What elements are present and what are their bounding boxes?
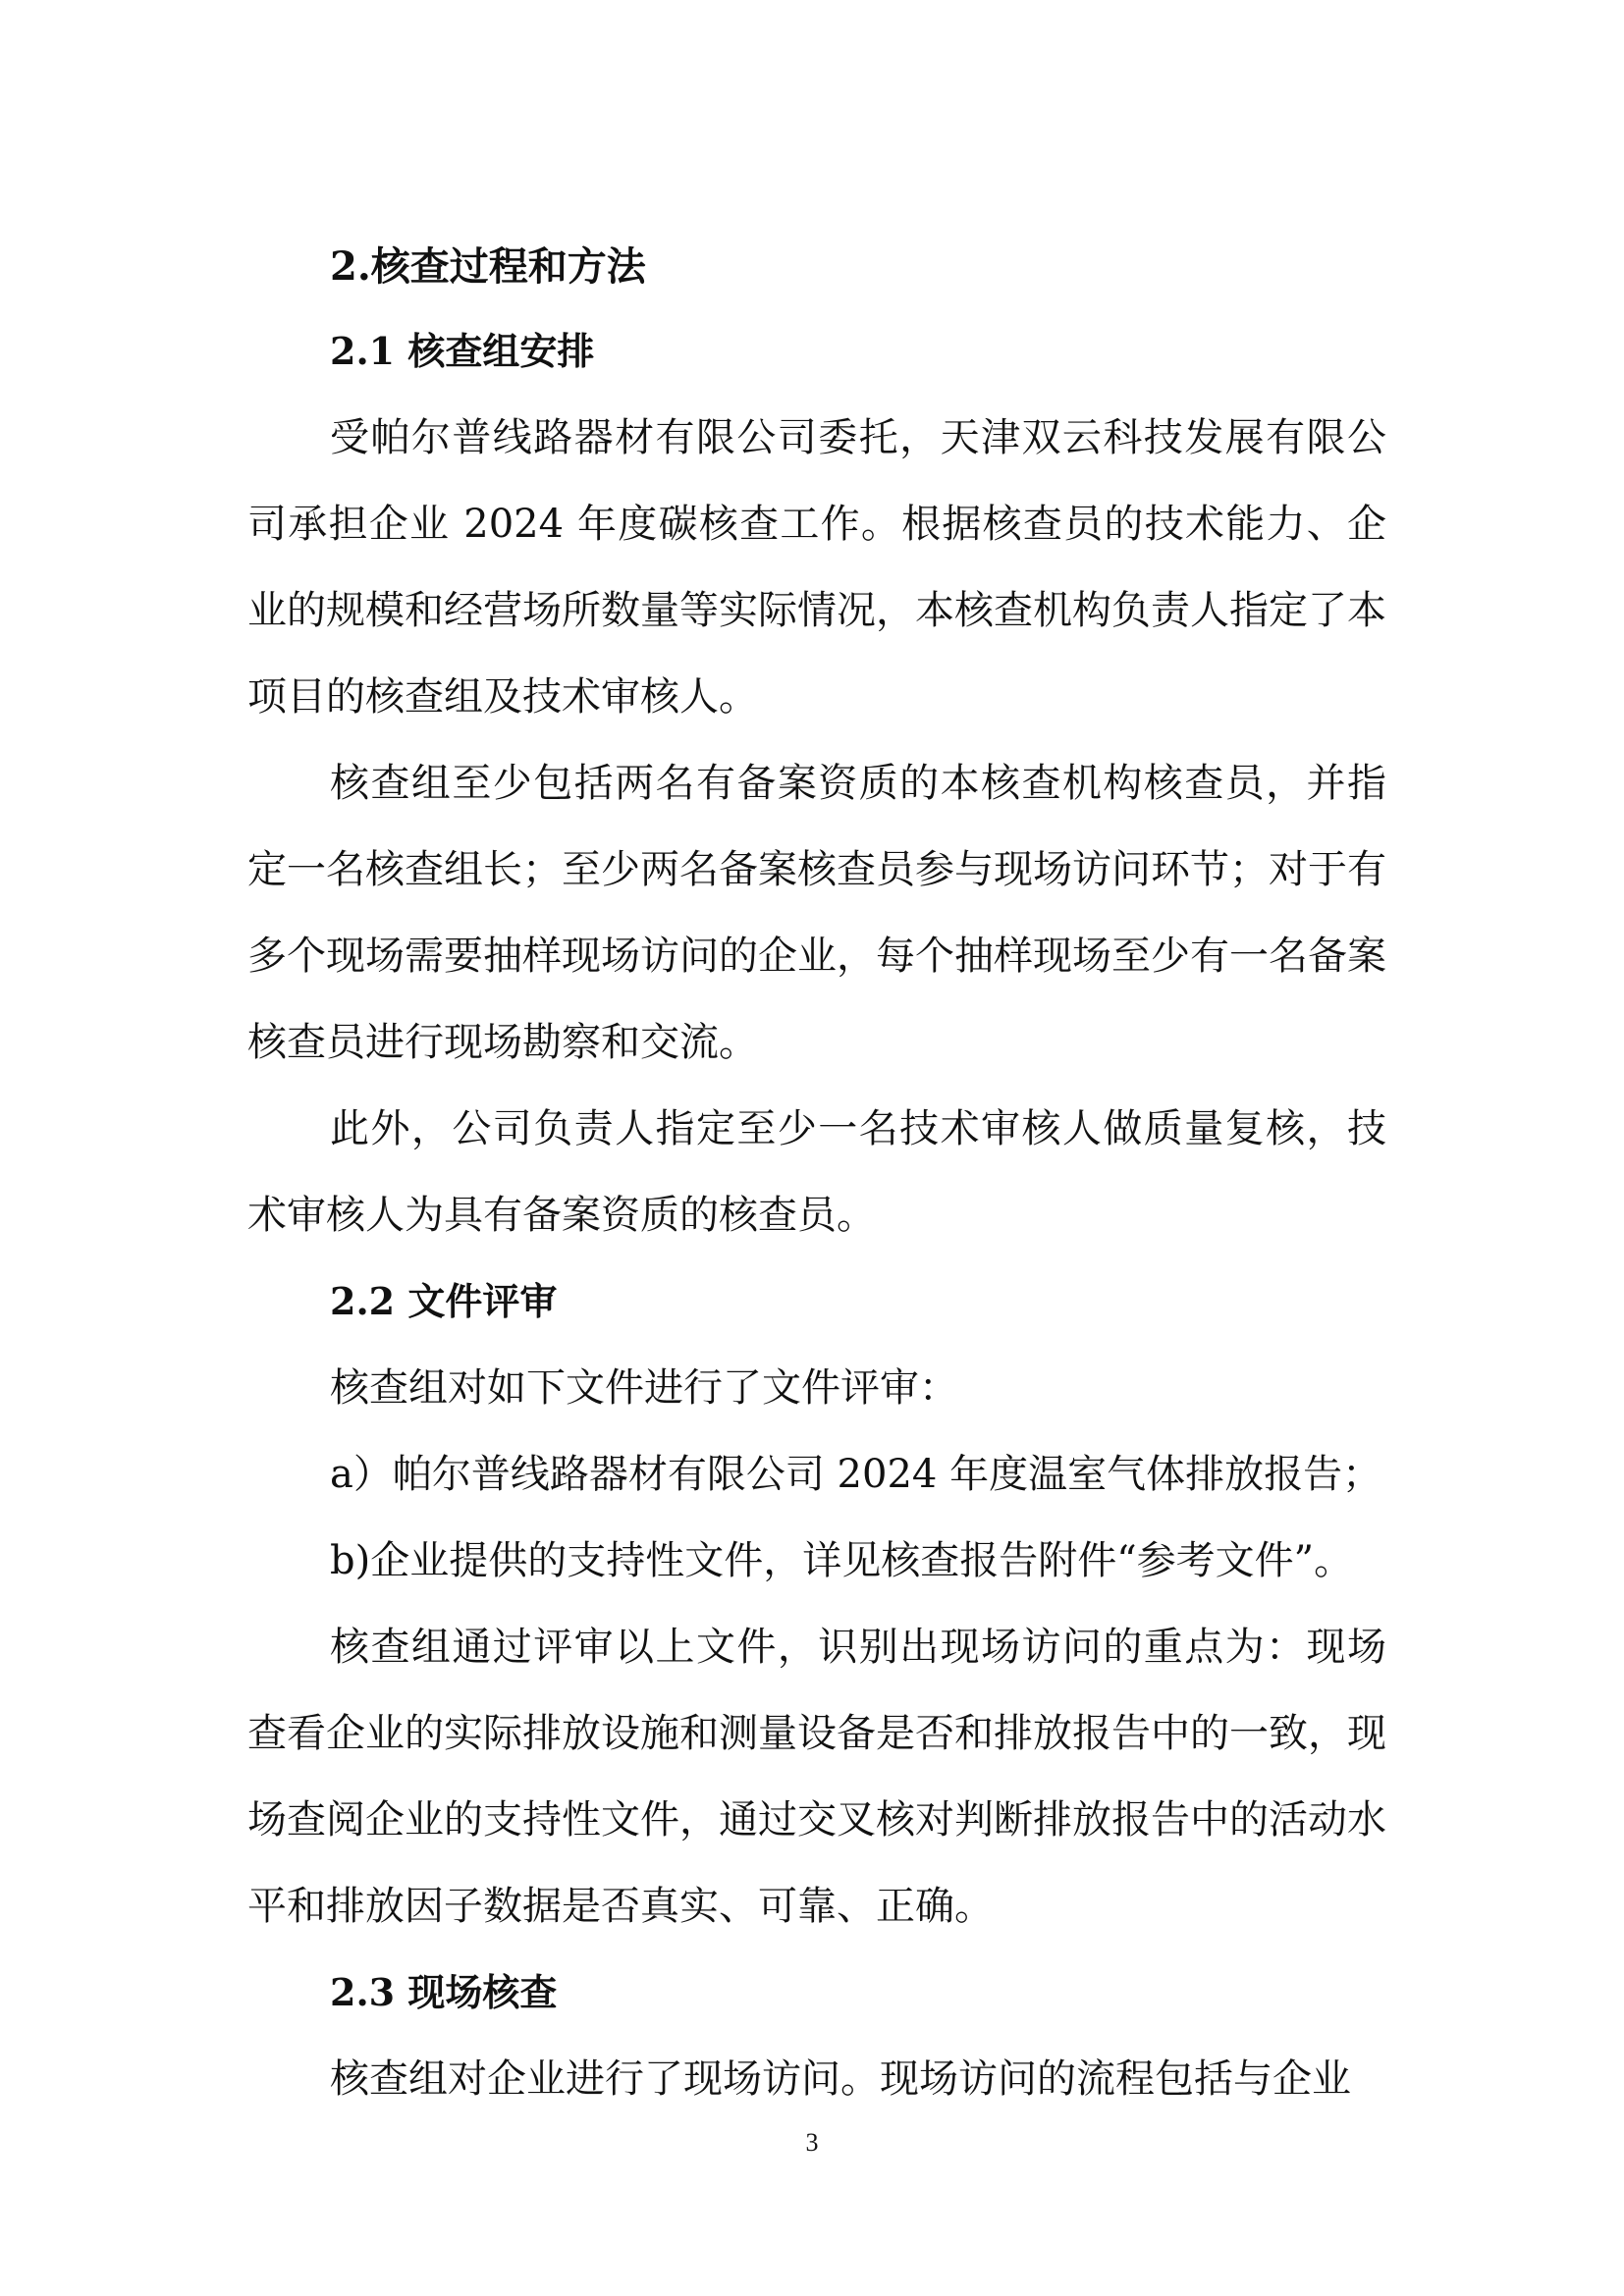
page-number: 3 [805,2128,819,2157]
list-item-a: a）帕尔普线路器材有限公司 2024 年度温室气体排放报告； [330,1452,1382,1497]
paragraph: 核查组至少包括两名有备案资质的本核查机构核查员，并指定一名核查组长；至少两名备案核查员参与现场访问环节；对于有多个现场需要抽样现场访问的企业，每个抽样现场至少有一名备案核查员进行现场勘察和交流。 [247,761,1386,1065]
chapter-heading: 2.核查过程和方法 [330,243,646,290]
list-item-b: b)企业提供的支持性文件，详见核查报告附件“参考文件”。 [330,1538,1354,1583]
paragraph: 此外，公司负责人指定至少一名技术审核人做质量复核，技术审核人为具有备案资质的核查员。 [247,1106,1386,1238]
section-title-2-3: 2.3 现场核查 [330,1970,558,2014]
paragraph: 受帕尔普线路器材有限公司委托，天津双云科技发展有限公司承担企业 2024 年度碳核查工作。根据核查员的技术能力、企业的规模和经营场所数量等实际情况，本核查机构负责人指定了本项目的核查组及技术审核人。 [247,415,1386,720]
paragraph: 核查组通过评审以上文件，识别出现场访问的重点为：现场查看企业的实际排放设施和测量设备是否和排放报告中的一致，现场查阅企业的支持性文件，通过交叉核对判断排放报告中的活动水平和排放因子数据是否真实、可靠、正确。 [247,1625,1386,1929]
section-title-2-1: 2.1 核查组安排 [330,329,595,373]
page-content [247,226,1386,2122]
paragraph: 核查组对企业进行了现场访问。现场访问的流程包括与企业 [330,2056,1351,2102]
section-intro: 核查组对如下文件进行了文件评审： [330,1365,958,1411]
section-title-2-2: 2.2 文件评审 [330,1279,558,1323]
